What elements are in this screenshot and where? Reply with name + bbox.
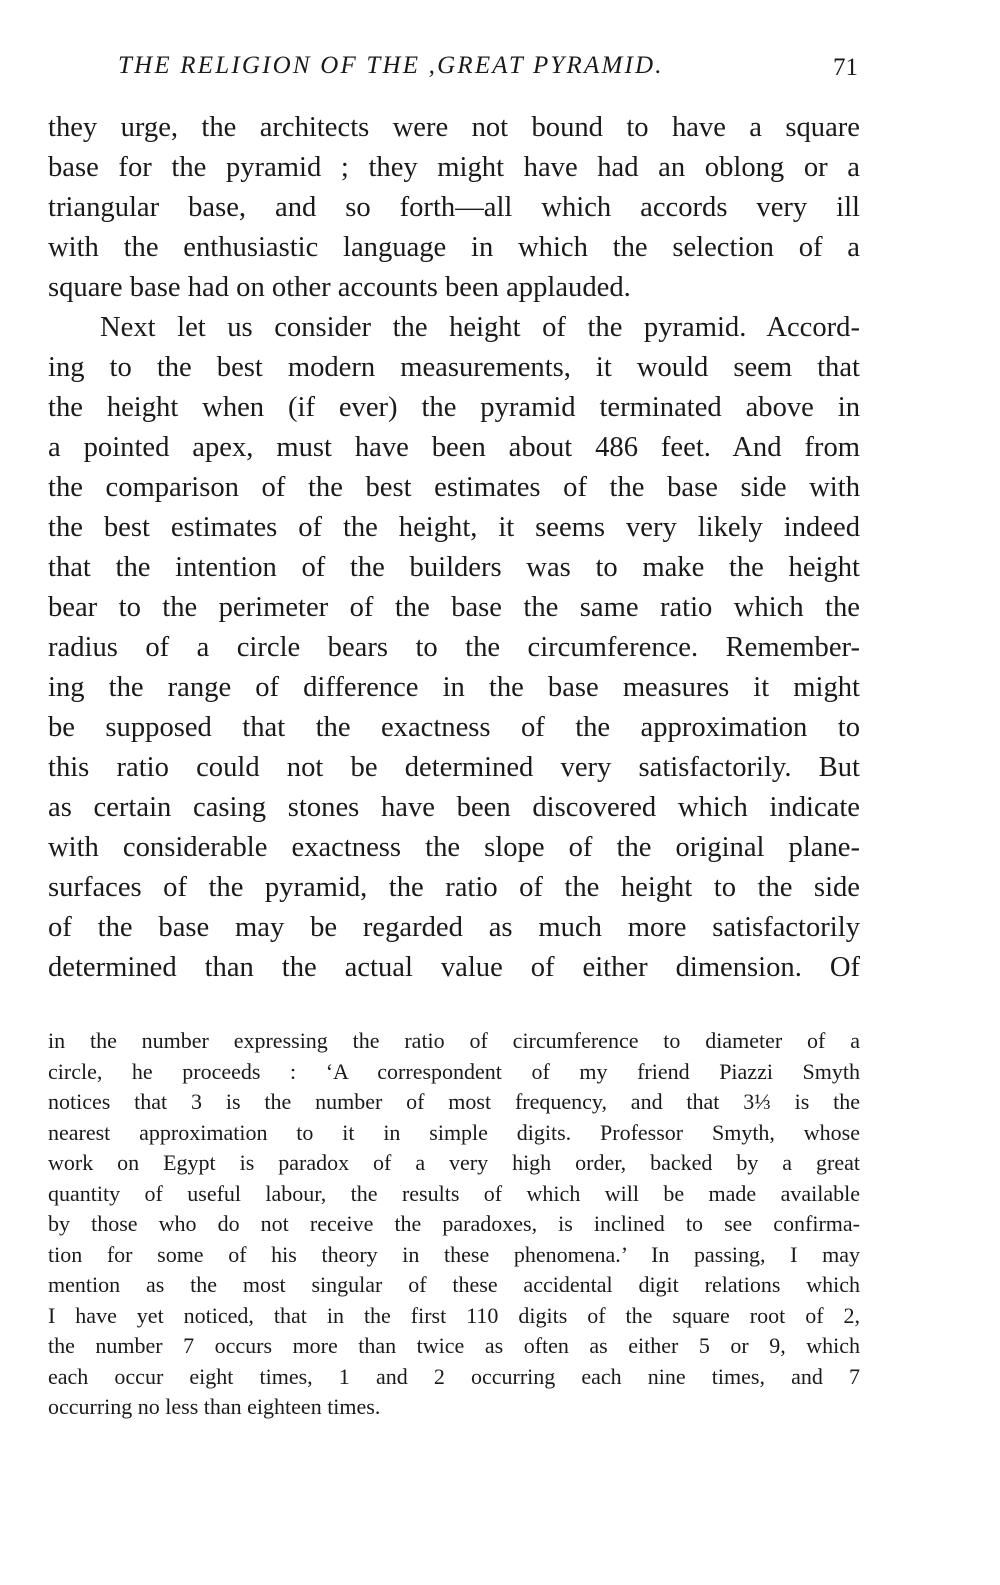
text-line: determined than the actual value of either dimension. Of xyxy=(48,952,860,983)
footnote-line: each occur eight times, 1 and 2 occurring each nine times, and 7 xyxy=(48,1363,860,1389)
footnote-line: notices that 3 is the number of most frequency, and that 3⅓ is the xyxy=(48,1089,860,1114)
text-line: that the intention of the builders was to make the height xyxy=(48,552,860,583)
text-line: as certain casing stones have been discovered which indicate xyxy=(48,792,860,823)
text-line: the best estimates of the height, it seems very likely indeed xyxy=(48,512,860,543)
main-text xyxy=(48,108,860,988)
footnote xyxy=(48,1026,860,1423)
text-line: of the base may be regarded as much more satisfactorily xyxy=(48,912,860,943)
text-line: radius of a circle bears to the circumference. Remember- xyxy=(48,632,860,663)
text-line: ing the range of difference in the base measures it might xyxy=(48,672,860,703)
text-line: base for the pyramid ; they might have had an oblong or a xyxy=(48,152,860,183)
footnote-line: in the number expressing the ratio of circumference to diameter of a xyxy=(48,1028,860,1053)
text-line: ing to the best modern measurements, it would seem that xyxy=(48,352,860,383)
text-line: a pointed apex, must have been about 486 feet. And from xyxy=(48,432,860,463)
footnote-line: nearest approximation to it in simple digits. Professor Smyth, whose xyxy=(48,1119,860,1145)
text-line: Next let us consider the height of the pyramid. Accord- xyxy=(100,312,860,343)
text-line: the height when (if ever) the pyramid terminated above in xyxy=(48,392,860,423)
footnote-line: by those who do not receive the paradoxes, is inclined to see confirma- xyxy=(48,1211,860,1236)
footnote-line: I have yet noticed, that in the first 110 digits of the square root of 2, xyxy=(48,1302,860,1328)
footnote-line: mention as the most singular of these accidental digit relations which xyxy=(48,1272,860,1297)
footnote-line: tion for some of his theory in these phenomena.’ In passing, I may xyxy=(48,1241,860,1267)
text-line: triangular base, and so forth—all which accords very ill xyxy=(48,192,860,223)
text-line: this ratio could not be determined very satisfactorily. But xyxy=(48,752,860,783)
text-line: be supposed that the exactness of the approximation to xyxy=(48,712,860,743)
text-line: surfaces of the pyramid, the ratio of the height to the side xyxy=(48,872,860,903)
running-title: THE RELIGION OF THE ,GREAT PYRAMID. xyxy=(118,52,664,79)
footnote-line: work on Egypt is paradox of a very high order, backed by a great xyxy=(48,1150,860,1175)
text-line: they urge, the architects were not bound to have a square xyxy=(48,112,860,143)
text-line: square base had on other accounts been applauded. xyxy=(48,272,631,303)
text-line: bear to the perimeter of the base the same ratio which the xyxy=(48,592,860,623)
footnote-line: the number 7 occurs more than twice as often as either 5 or 9, which xyxy=(48,1333,860,1358)
text-line: the comparison of the best estimates of the base side with xyxy=(48,472,860,503)
page-number: 71 xyxy=(833,54,858,81)
footnote-line: circle, he proceeds : ‘A correspondent of my friend Piazzi Smyth xyxy=(48,1058,860,1084)
running-head xyxy=(48,48,858,88)
text-line: with the enthusiastic language in which the selection of a xyxy=(48,232,860,263)
footnote-line: occurring no less than eighteen times. xyxy=(48,1394,381,1419)
text-line: with considerable exactness the slope of the original plane- xyxy=(48,832,860,863)
footnote-line: quantity of useful labour, the results of which will be made available xyxy=(48,1180,860,1206)
